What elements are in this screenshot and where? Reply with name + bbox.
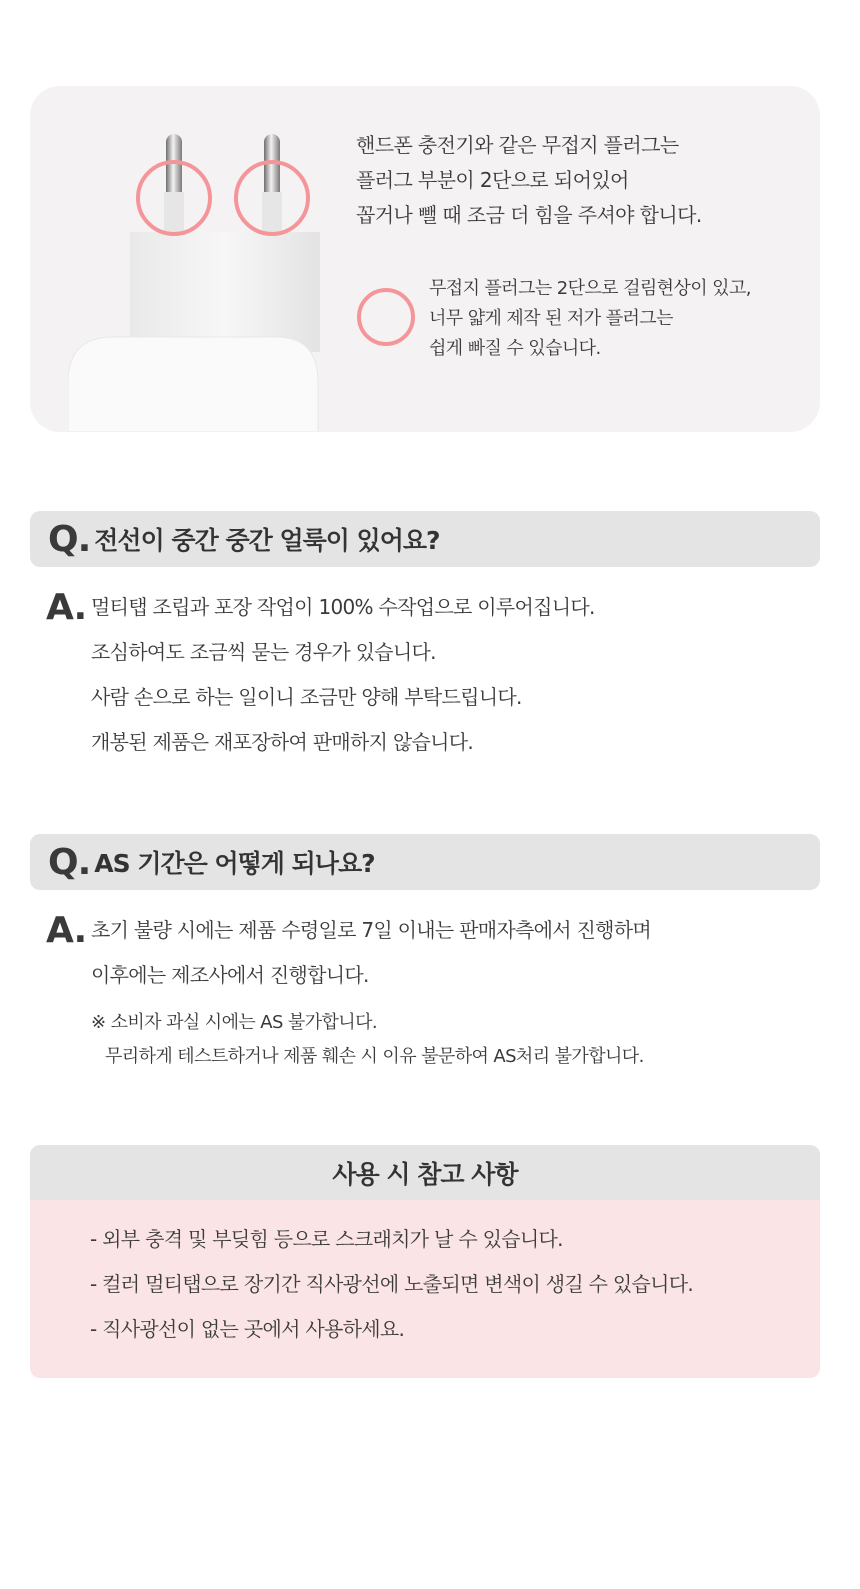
usage-note-item: - 직사광선이 없는 곳에서 사용하세요. xyxy=(90,1317,405,1341)
usage-notes-card xyxy=(30,1145,820,1378)
charger-plug-image xyxy=(68,132,328,432)
answer-note-line: 무리하게 테스트하거나 제품 훼손 시 이유 불문하여 AS처리 불가합니다. xyxy=(105,1046,644,1067)
answer-line: 멀티탭 조립과 포장 작업이 100% 수작업으로 이루어집니다. xyxy=(91,595,595,619)
answer-line: 조심하여도 조금씩 묻는 경우가 있습니다. xyxy=(91,640,436,664)
usage-note-item: - 컬러 멀티탭으로 장기간 직사광선에 노출되면 변색이 생길 수 있습니다. xyxy=(90,1272,694,1296)
plug-info-card xyxy=(30,86,820,432)
description-line: 핸드폰 충전기와 같은 무접지 플러그는 xyxy=(356,133,679,157)
note-line: 너무 얇게 제작 된 저가 플러그는 xyxy=(429,308,673,329)
plug-collar xyxy=(130,232,320,352)
description-line: 꼽거나 뺄 때 조금 더 힘을 주셔야 합니다. xyxy=(356,203,702,227)
answer-note-line: ※ 소비자 과실 시에는 AS 불가합니다. xyxy=(91,1012,377,1033)
answer-mark-label: A. xyxy=(46,910,87,951)
question-mark-label: Q. xyxy=(48,518,91,560)
question-mark-label: Q. xyxy=(48,841,91,883)
plug-description xyxy=(356,128,796,233)
usage-note-item: - 외부 충격 및 부딪힘 등으로 스크래치가 날 수 있습니다. xyxy=(90,1227,563,1251)
charger-body xyxy=(68,337,318,432)
faq-question-bar xyxy=(30,511,820,567)
note-line: 무접지 플러그는 2단으로 걸림현상이 있고, xyxy=(429,278,751,299)
plug-pin-right xyxy=(262,134,282,240)
faq-question: AS 기간은 어떻게 되나요? xyxy=(94,849,375,878)
answer-line: 이후에는 제조사에서 진행합니다. xyxy=(91,963,369,987)
faq-question: 전선이 중간 중간 얼룩이 있어요? xyxy=(94,526,440,555)
description-line: 플러그 부분이 2단으로 되어있어 xyxy=(356,168,629,192)
answer-line: 초기 불량 시에는 제품 수령일로 7일 이내는 판매자측에서 진행하며 xyxy=(91,918,652,942)
faq-question-bar xyxy=(30,834,820,890)
usage-notes-list xyxy=(90,1225,693,1360)
plug-pin-left xyxy=(164,134,184,240)
plug-note xyxy=(429,274,809,364)
highlight-ring-legend-icon xyxy=(357,288,415,346)
answer-mark-label: A. xyxy=(46,587,87,628)
note-line: 쉽게 빠질 수 있습니다. xyxy=(429,338,601,359)
answer-line: 사람 손으로 하는 일이니 조금만 양해 부탁드립니다. xyxy=(91,685,522,709)
answer-line: 개봉된 제품은 재포장하여 판매하지 않습니다. xyxy=(91,730,474,754)
usage-notes-title: 사용 시 참고 사항 xyxy=(30,1145,820,1200)
